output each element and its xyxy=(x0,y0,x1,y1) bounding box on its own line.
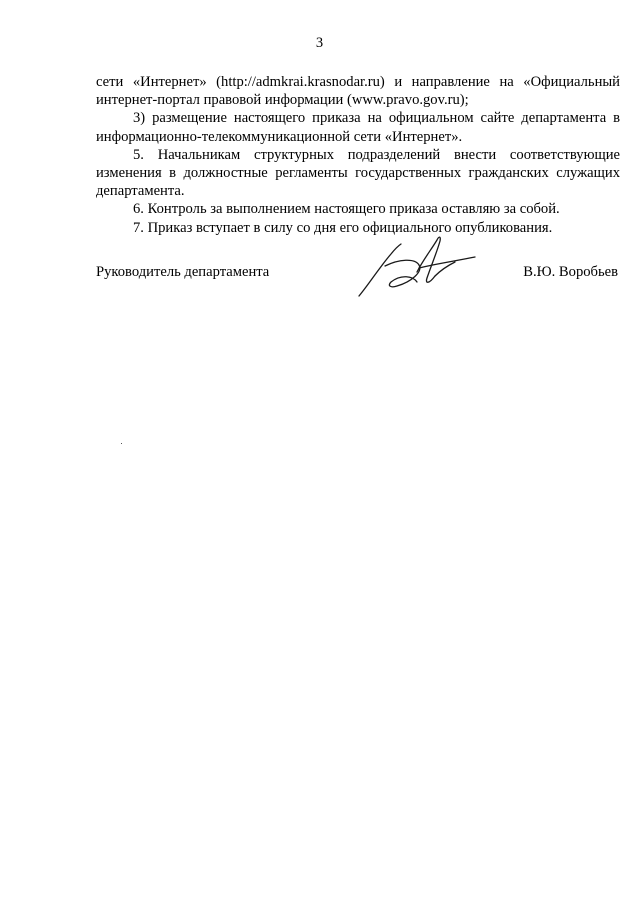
signatory-title: Руководитель департамента xyxy=(96,264,270,280)
signature-stroke-3 xyxy=(417,237,440,282)
signature-stroke-2 xyxy=(385,260,420,287)
signatory-name: В.Ю. Воробьев xyxy=(523,264,618,280)
paragraph-item-3: 3) размещение настоящего приказа на официальном сайте департамента в информационно-телекоммуникационной сети «Интернет». xyxy=(96,110,620,145)
paragraph-continuation: сети «Интернет» (http://admkrai.krasnodar.ru) и направление на «Официальный интернет-портал правовой информации (www.pravo.gov.ru); xyxy=(96,74,620,109)
page-number: 3 xyxy=(315,35,324,51)
handwritten-signature xyxy=(355,232,480,300)
scan-speck xyxy=(121,443,122,444)
signature-stroke-1 xyxy=(359,244,401,296)
document-body xyxy=(96,73,620,237)
paragraph-item-6: 6. Контроль за выполнением настоящего приказа оставляю за собой. xyxy=(133,201,560,218)
paragraph-item-7: 7. Приказ вступает в силу со дня его официального опубликования. xyxy=(133,219,553,236)
paragraph-item-5: 5. Начальникам структурных подразделений внести соответствующие изменения в должностные регламенты государственных гражданских служащих департамента. xyxy=(96,146,620,200)
